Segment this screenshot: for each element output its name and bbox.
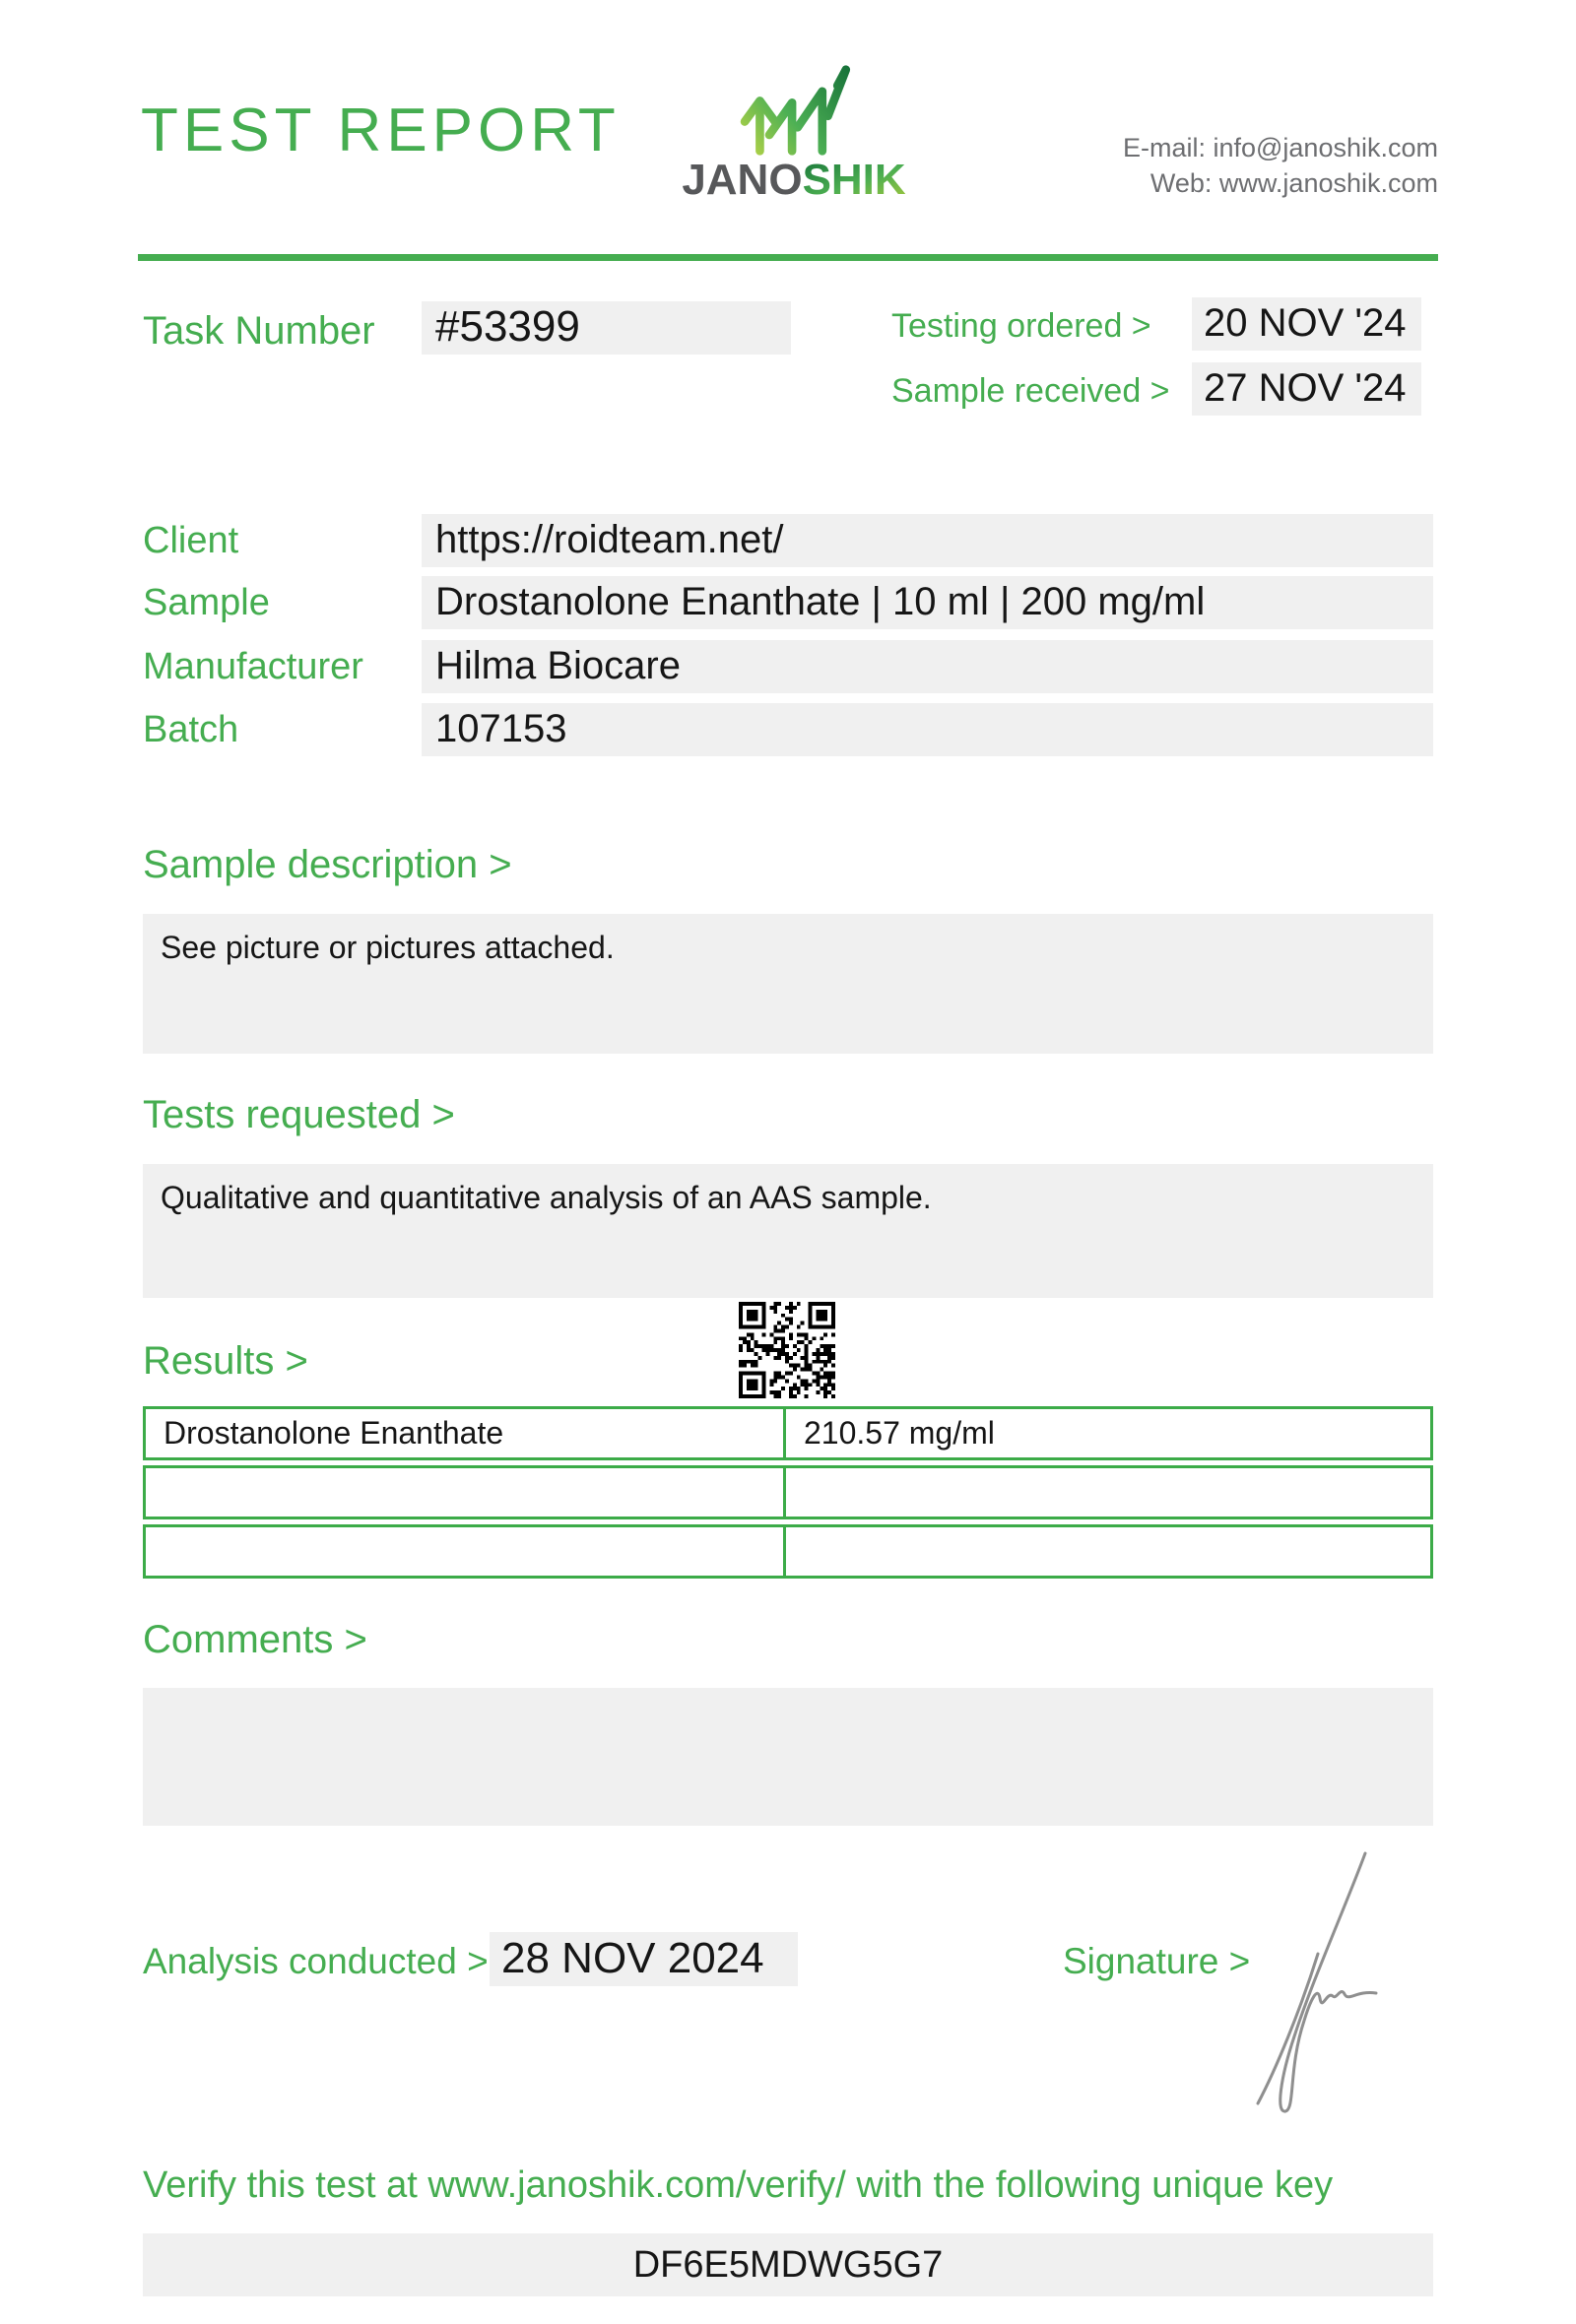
web-line: Web: www.janoshik.com: [1149, 168, 1438, 198]
sample-description-box: [143, 914, 1433, 1054]
table-row: [143, 1524, 1433, 1579]
results-heading: Results >: [143, 1339, 308, 1383]
signature-label: Signature >: [1063, 1941, 1251, 1981]
manufacturer-label: Manufacturer: [143, 646, 363, 687]
analysis-date-value: 28 NOV 2024: [490, 1932, 798, 1986]
result-name-cell: Drostanolone Enanthate: [143, 1406, 786, 1460]
result-value-cell: [786, 1465, 1433, 1519]
email-line: E-mail: info@janoshik.com: [1122, 133, 1438, 162]
sample-value: Drostanolone Enanthate | 10 ml | 200 mg/ml: [422, 576, 1433, 629]
company-logo: [678, 63, 910, 203]
client-label: Client: [143, 520, 239, 561]
batch-value: 107153: [422, 703, 1433, 756]
sample-received-value: 27 NOV '24: [1192, 362, 1421, 416]
result-value-cell: 210.57 mg/ml: [786, 1406, 1433, 1460]
qr-code: [739, 1302, 835, 1398]
batch-label: Batch: [143, 709, 239, 750]
task-number-label: Task Number: [143, 309, 375, 353]
results-table: [143, 1406, 1433, 1583]
verify-text: Verify this test at www.janoshik.com/verify/ with the following unique key: [143, 2164, 1334, 2206]
testing-ordered-label: Testing ordered >: [891, 307, 1151, 345]
sample-label: Sample: [143, 582, 270, 623]
comments-box: [143, 1688, 1433, 1826]
testing-ordered-value: 20 NOV '24: [1192, 297, 1421, 351]
result-name-cell: [143, 1465, 786, 1519]
contact-info: [985, 130, 1438, 201]
manufacturer-value: Hilma Biocare: [422, 640, 1433, 693]
sample-received-label: Sample received >: [891, 372, 1170, 410]
result-name-cell: [143, 1524, 786, 1579]
result-value-cell: [786, 1524, 1433, 1579]
tests-requested-text: Qualitative and quantitative analysis of an AAS sample.: [161, 1180, 932, 1215]
table-row: [143, 1465, 1433, 1519]
table-row: [143, 1406, 1433, 1460]
verify-key-box: DF6E5MDWG5G7: [143, 2233, 1433, 2296]
analysis-conducted-label: Analysis conducted >: [143, 1941, 489, 1981]
logo-chart-icon: [678, 63, 910, 158]
logo-text-green: SHIK: [802, 156, 906, 204]
sample-description-heading: Sample description >: [143, 843, 512, 886]
sample-description-text: See picture or pictures attached.: [161, 930, 615, 965]
comments-heading: Comments >: [143, 1618, 367, 1661]
page-title: TEST REPORT: [141, 97, 621, 164]
task-number-value: #53399: [422, 301, 791, 355]
header-divider: [138, 254, 1438, 261]
client-value: https://roidteam.net/: [422, 514, 1433, 567]
signature-image: [1249, 1845, 1397, 2146]
logo-text: [678, 158, 910, 203]
logo-text-gray: JANO: [682, 156, 803, 204]
tests-requested-heading: Tests requested >: [143, 1093, 455, 1136]
tests-requested-box: [143, 1164, 1433, 1298]
